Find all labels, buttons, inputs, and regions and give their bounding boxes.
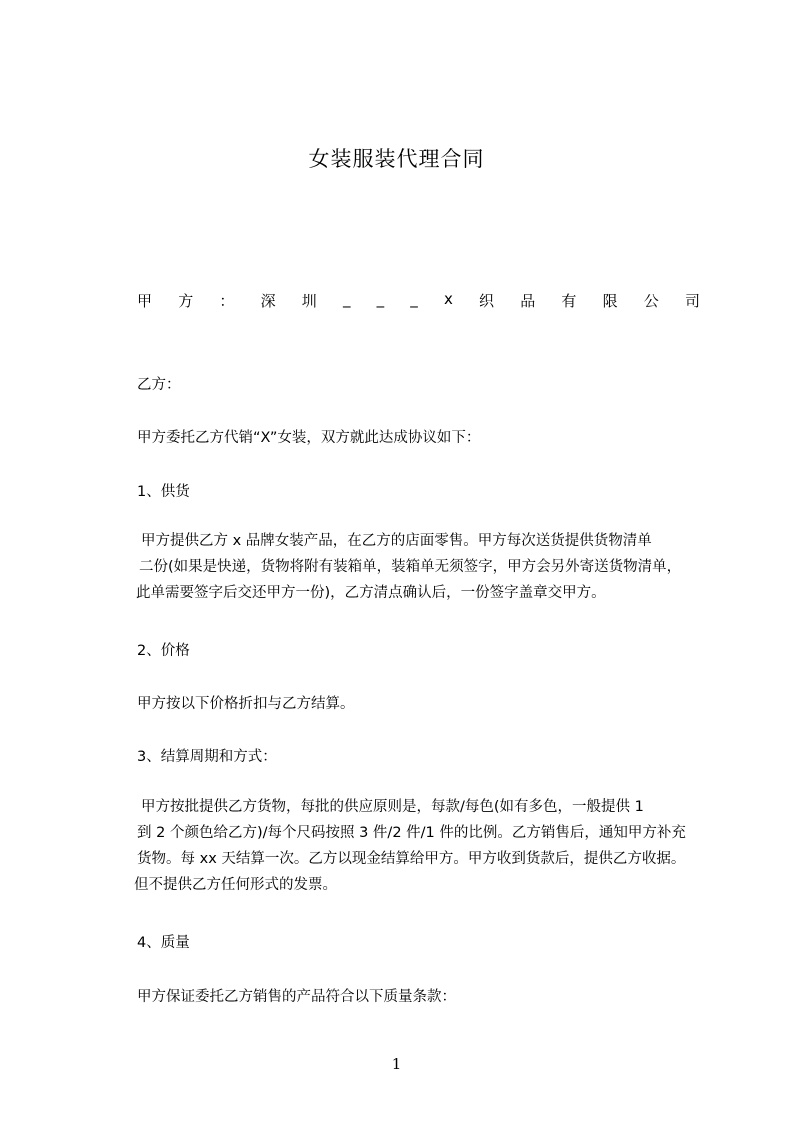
paragraph-line: 此单需要签字后交还甲方一份)，乙方清点确认后，一份签字盖章交甲方。: [136, 585, 606, 601]
party-a-char: 司: [684, 292, 700, 310]
section-3-paragraph: [134, 794, 686, 898]
paragraph-line: 但不提供乙方任何形式的发票。: [134, 877, 337, 893]
section-4-heading: 4、质量: [137, 935, 190, 951]
party-a-char: _: [376, 290, 385, 308]
party-b-line: 乙方：: [137, 377, 181, 393]
section-3-heading: 3、结算周期和方式：: [137, 749, 277, 765]
document-title: 女装服装代理合同: [308, 147, 485, 171]
paragraph-line: 到 2 个颜色给乙方)/每个尺码按照 3 件/2 件/1 件的比例。乙方销售后，通知甲方补充: [137, 825, 686, 841]
party-a-char: x: [443, 290, 453, 308]
paragraph-line: 甲方提供乙方 x 品牌女装产品，在乙方的店面零售。甲方每次送货提供货物清单: [141, 533, 652, 549]
party-a-char: 有: [561, 292, 577, 310]
section-1-heading: 1、供货: [137, 484, 190, 500]
party-a-char: 织: [479, 292, 495, 310]
party-a-char: 公: [643, 292, 659, 310]
paragraph-line: 甲方按批提供乙方货物，每批的供应原则是，每款/每色(如有多色，一般提供 1: [141, 799, 644, 815]
party-a-char: 甲: [137, 292, 153, 310]
intro-paragraph: 甲方委托乙方代销“X”女装，双方就此达成协议如下：: [137, 430, 481, 446]
party-a-char: 圳: [301, 292, 317, 310]
section-4-text: 甲方保证委托乙方销售的产品符合以下质量条款：: [137, 989, 456, 1005]
party-a-char: _: [342, 290, 351, 308]
party-a-char: 品: [520, 292, 536, 310]
paragraph-line: 货物。每 xx 天结算一次。乙方以现金结算给甲方。甲方收到货款后，提供乙方收据。: [137, 851, 686, 867]
party-a-char: 方: [178, 292, 194, 310]
party-a-char: 深: [260, 292, 276, 310]
page-number: 1: [391, 1055, 402, 1073]
section-1-paragraph: [137, 528, 681, 606]
party-a-char: 限: [602, 292, 618, 310]
party-a-line: [137, 290, 700, 311]
paragraph-line: 二份(如果是快递，货物将附有装箱单，装箱单无须签字，甲方会另外寄送货物清单，: [139, 559, 682, 575]
party-a-char: _: [410, 290, 418, 308]
section-2-heading: 2、价格: [137, 643, 190, 659]
party-a-char: ：: [219, 292, 235, 310]
section-2-text: 甲方按以下价格折扣与乙方结算。: [137, 696, 355, 712]
